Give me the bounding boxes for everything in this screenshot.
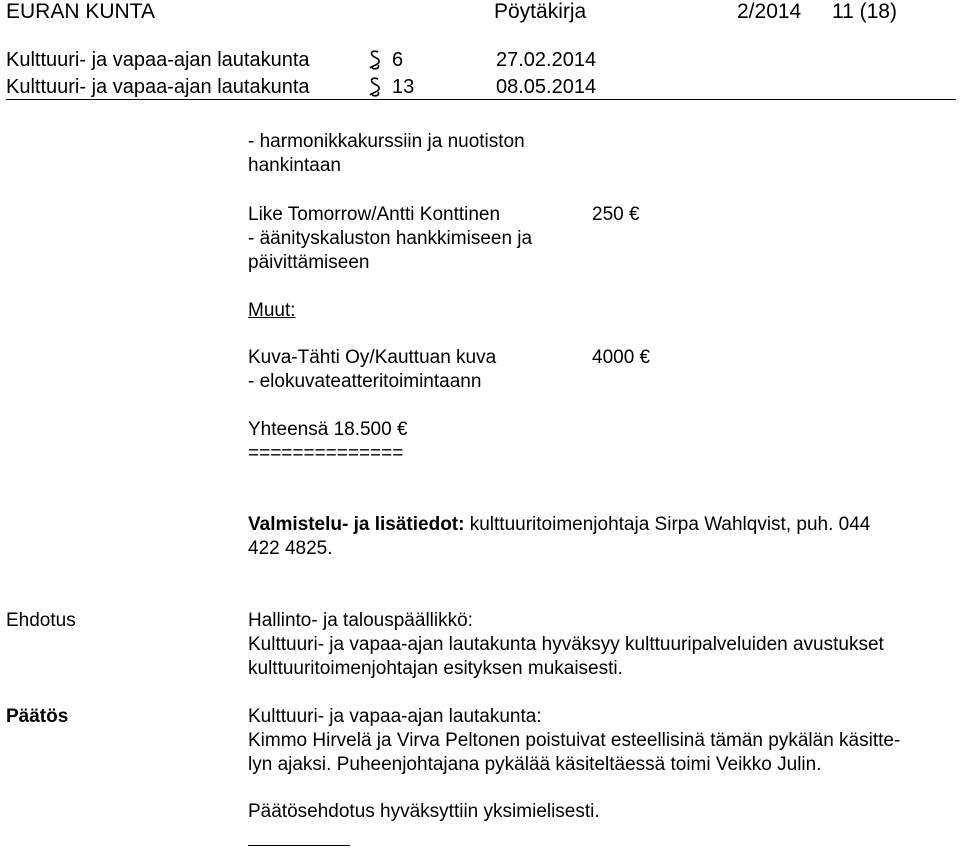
preparation-text: 422 4825. <box>248 538 333 559</box>
proposal-line: Kulttuuri- ja vapaa-ajan lautakunta hyväksyy kulttuuripalveluiden avustukset <box>248 634 884 655</box>
doc-number: 2/2014 <box>737 0 802 23</box>
section-mark-icon <box>366 76 384 98</box>
grant-amount: 4000 € <box>592 347 651 368</box>
doc-type: Pöytäkirja <box>494 0 587 23</box>
decision-line: Kimmo Hirvelä ja Virva Peltonen poistuivat esteellisinä tämän pykälän käsitte- <box>248 730 901 751</box>
grant-description: - elokuvateatteritoimintaann <box>248 371 482 392</box>
meeting-section: 13 <box>392 76 415 98</box>
grant-description: - äänityskaluston hankkimiseen ja <box>248 228 533 249</box>
preparation-label: Valmistelu- ja lisätiedot: <box>248 514 465 535</box>
meeting-section: 6 <box>392 49 404 71</box>
meeting-date: 08.05.2014 <box>496 76 597 98</box>
other-heading: Muut: <box>248 300 296 321</box>
grant-amount: 250 € <box>592 204 640 225</box>
decision-final: Päätösehdotus hyväksyttiin yksimielisesti. <box>248 801 600 822</box>
end-rule <box>248 845 350 846</box>
decision-label: Päätös <box>6 706 69 727</box>
total: Yhteensä 18.500 € <box>248 419 408 440</box>
decision-line: Kulttuuri- ja vapaa-ajan lautakunta: <box>248 706 542 727</box>
preparation-info <box>248 513 870 537</box>
preparation-text: kulttuuritoimenjohtaja Sirpa Wahlqvist, puh. 044 <box>464 514 871 535</box>
total-rule: ============== <box>248 443 404 464</box>
item-line: - harmonikkakurssiin ja nuotiston <box>248 131 525 152</box>
proposal-line: kulttuuritoimenjohtajan esityksen mukaisesti. <box>248 658 623 679</box>
grantee-name: Kuva-Tähti Oy/Kauttuan kuva <box>248 347 497 368</box>
item-line: hankintaan <box>248 155 341 176</box>
meeting-date: 27.02.2014 <box>496 49 597 71</box>
proposal-label: Ehdotus <box>6 610 76 631</box>
grant-description: päivittämiseen <box>248 252 370 273</box>
meeting-body: Kulttuuri- ja vapaa-ajan lautakunta <box>6 76 310 98</box>
meeting-body: Kulttuuri- ja vapaa-ajan lautakunta <box>6 49 310 71</box>
grantee-name: Like Tomorrow/Antti Konttinen <box>248 204 501 225</box>
header-rule <box>6 99 956 100</box>
decision-line: lyn ajaksi. Puheenjohtajana pykälää käsiteltäessä toimi Veikko Julin. <box>248 754 822 775</box>
proposal-line: Hallinto- ja talouspäällikkö: <box>248 610 473 631</box>
org-name: EURAN KUNTA <box>6 0 155 23</box>
section-mark-icon <box>366 49 384 71</box>
page-number: 11 (18) <box>832 0 897 23</box>
